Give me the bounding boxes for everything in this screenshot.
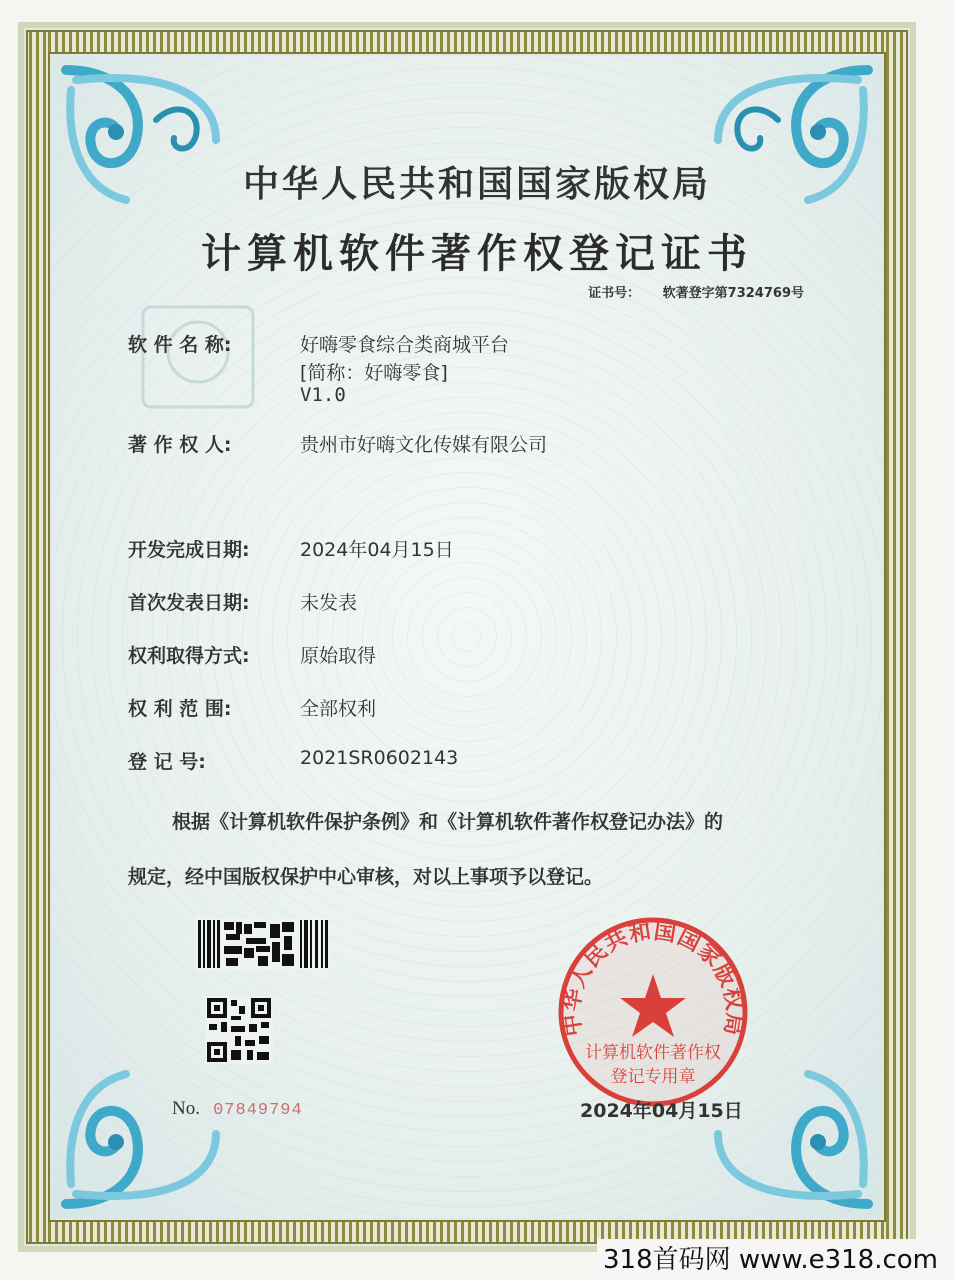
acquisition-method: 原始取得 bbox=[300, 645, 377, 667]
seal-ring-text: 中华人民共和国国家版权局 bbox=[559, 919, 747, 1038]
barcode-icon bbox=[196, 918, 330, 970]
serial-number: 07849794 bbox=[213, 1101, 303, 1120]
issuer-title: 中华人民共和国国家版权局 bbox=[242, 164, 711, 205]
pub-date-label: 首次发表日期: bbox=[128, 592, 250, 614]
pub-date: 未发表 bbox=[300, 592, 358, 614]
software-name-label: 软 件 名 称: bbox=[128, 334, 232, 356]
rights-scope: 全部权利 bbox=[300, 698, 377, 720]
serial bbox=[172, 1098, 303, 1120]
certificate-title: 计算机软件著作权登记证书 bbox=[201, 231, 753, 277]
software-short-name: [简称：好嗨零食] bbox=[300, 362, 448, 384]
owner-label: 著 作 权 人: bbox=[128, 434, 232, 456]
site-watermark: 318首码网 www.e318.com bbox=[597, 1239, 944, 1276]
software-name: 好嗨零食综合类商城平台 bbox=[300, 334, 510, 356]
registration-label: 登 记 号: bbox=[128, 751, 206, 773]
software-version: V1.0 bbox=[300, 384, 346, 406]
certificate-number-label: 证书号： bbox=[588, 286, 641, 301]
issue-date: 2024年04月15日 bbox=[580, 1100, 743, 1122]
registration-number: 2021SR0602143 bbox=[300, 747, 459, 769]
owner-name: 贵州市好嗨文化传媒有限公司 bbox=[300, 434, 548, 456]
seal-line-2: 登记专用章 bbox=[610, 1067, 696, 1087]
corner-ornament-icon bbox=[56, 1064, 226, 1214]
seal-line-1: 计算机软件著作权 bbox=[585, 1043, 721, 1063]
statement-line-1: 根据《计算机软件保护条例》和《计算机软件著作权登记办法》的 bbox=[172, 811, 724, 833]
scope-label: 权 利 范 围: bbox=[128, 698, 232, 720]
qr-code-icon bbox=[205, 996, 273, 1064]
emblem-watermark-icon bbox=[138, 302, 258, 412]
official-seal-icon bbox=[553, 912, 753, 1112]
certificate-number-value: 软著登字第7324769号 bbox=[662, 286, 804, 301]
acquisition-label: 权利取得方式: bbox=[128, 645, 250, 667]
serial-label: No. bbox=[172, 1098, 200, 1119]
certificate-number bbox=[588, 282, 804, 301]
dev-date-label: 开发完成日期: bbox=[128, 539, 250, 561]
statement-line-2: 规定，经中国版权保护中心审核，对以上事项予以登记。 bbox=[128, 866, 604, 888]
dev-date: 2024年04月15日 bbox=[300, 539, 454, 561]
